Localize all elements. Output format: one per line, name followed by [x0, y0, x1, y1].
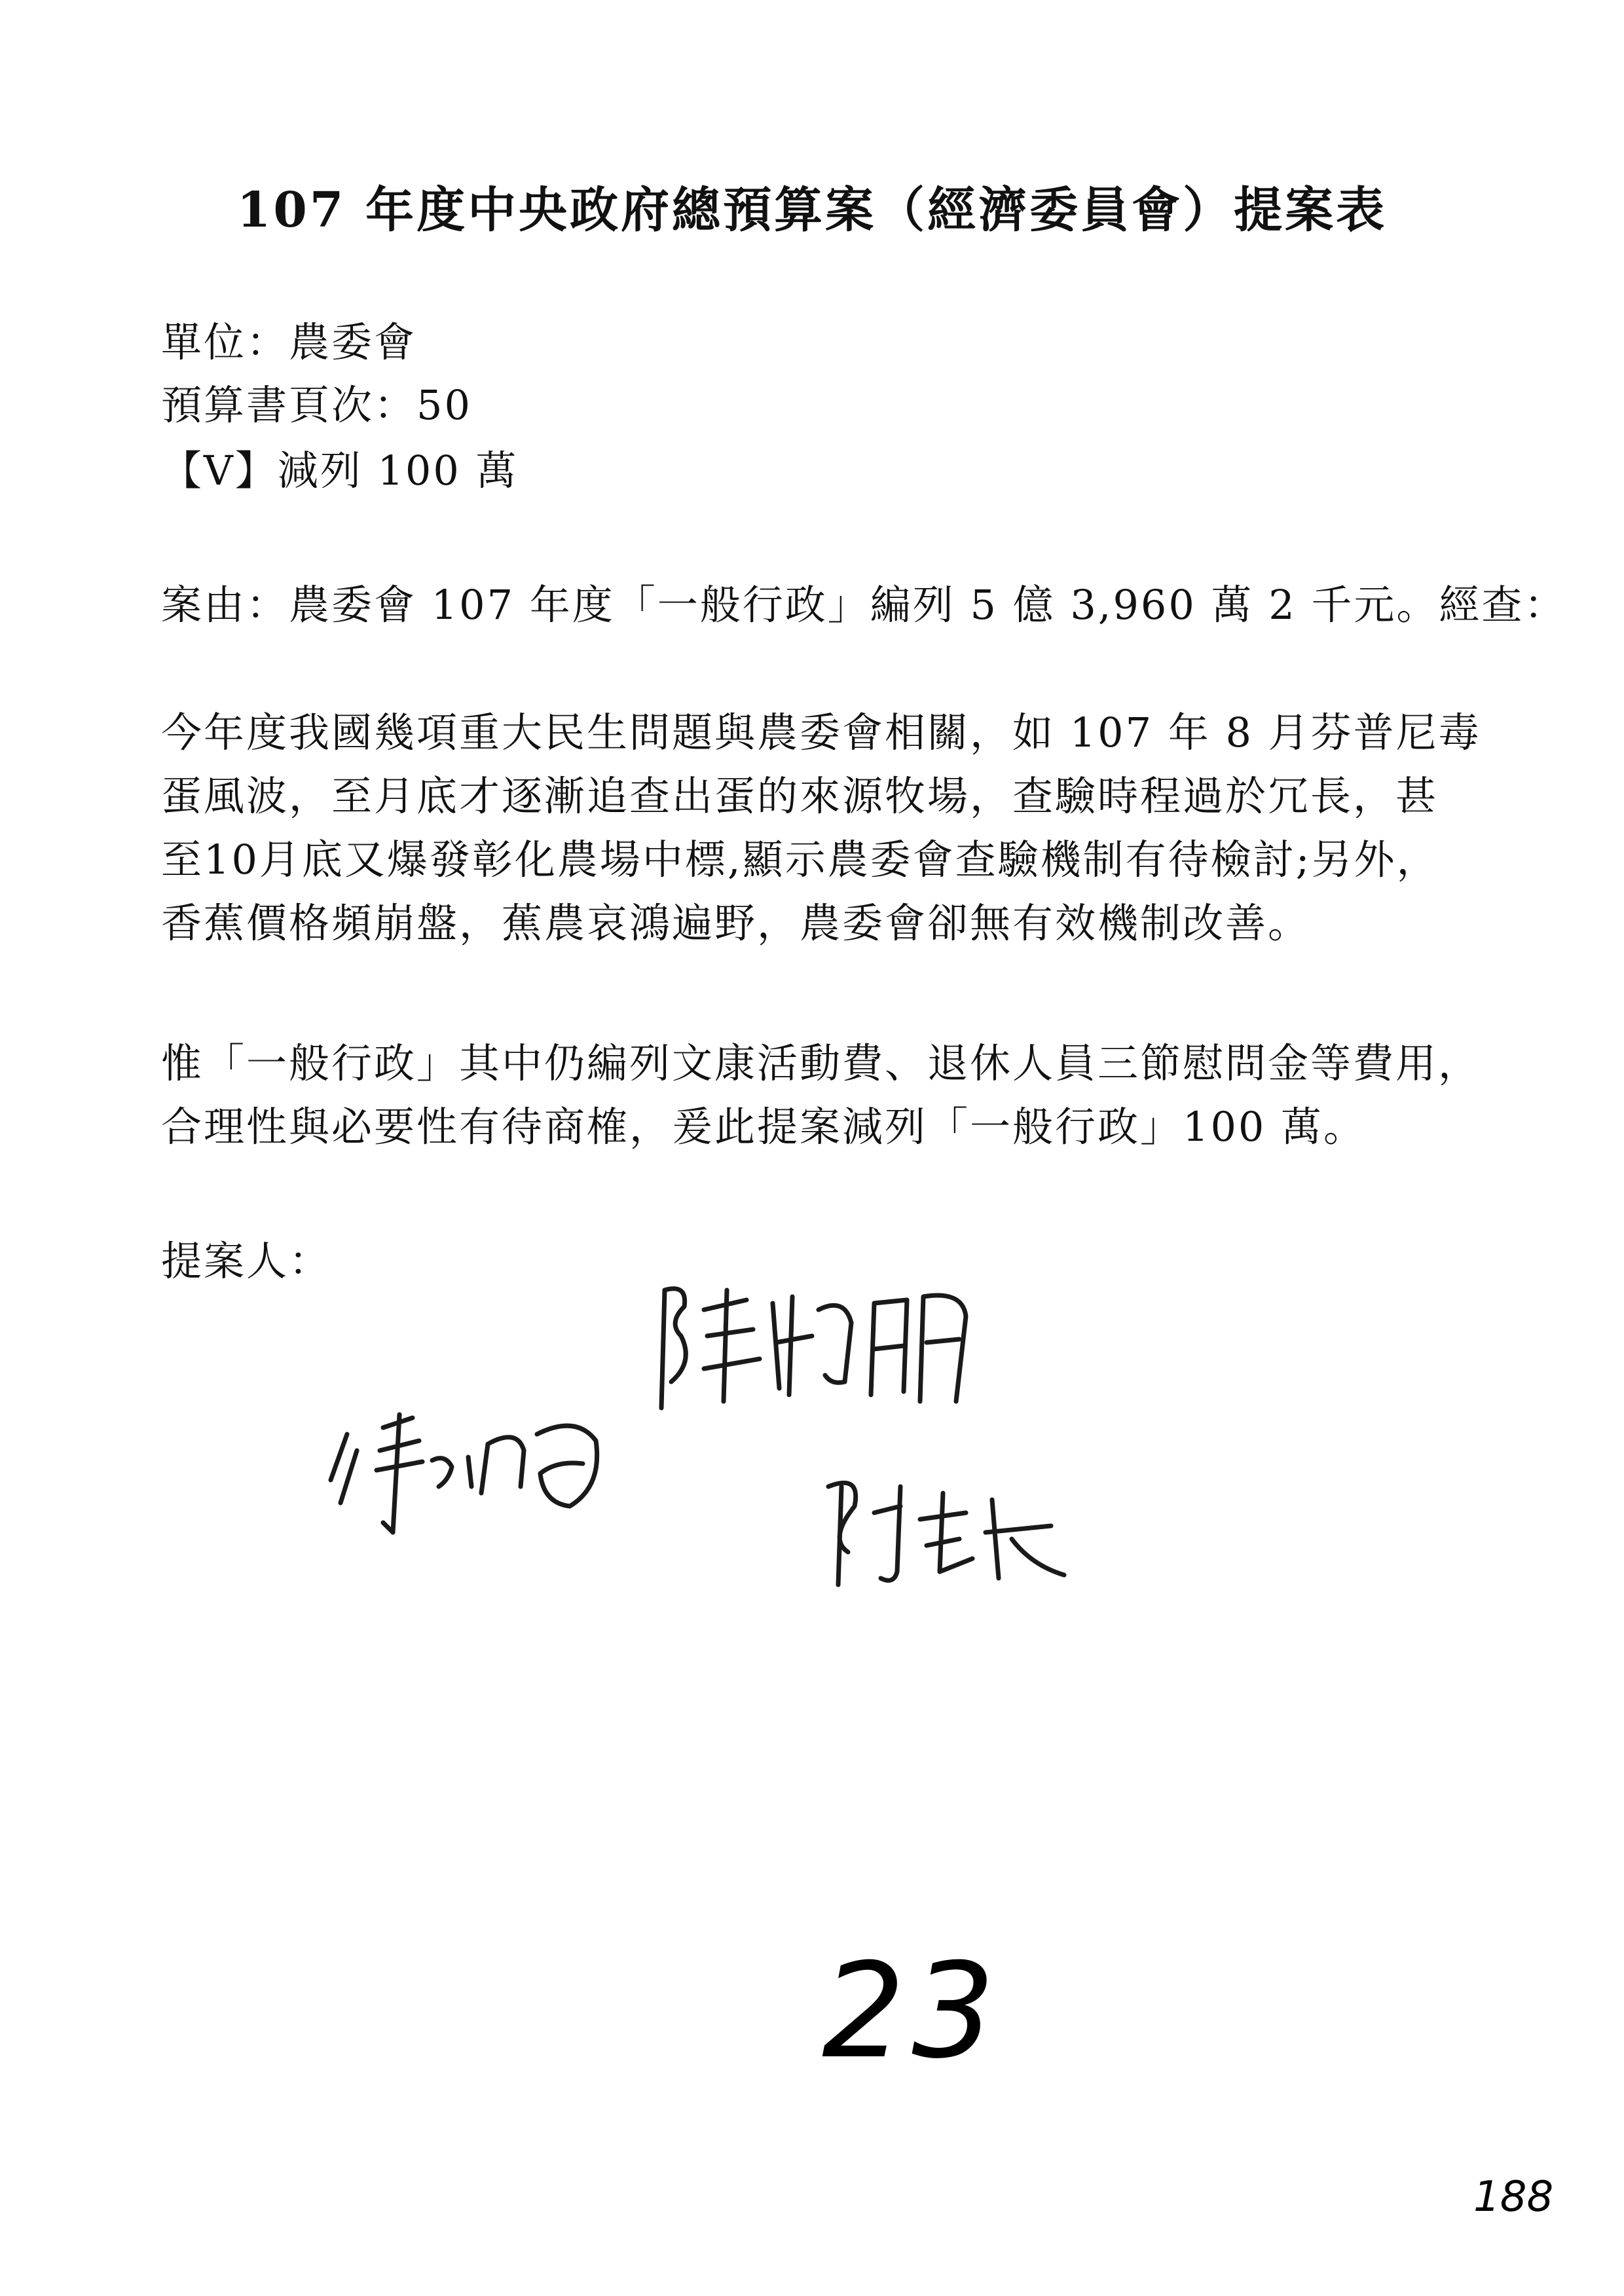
paragraph-1-line: 蛋風波，至月底才逐漸追查出蛋的來源牧場，查驗時程過於冗長，甚: [161, 772, 1439, 820]
signature-3: [802, 1460, 1077, 1604]
paragraph-1: [161, 701, 1481, 955]
proposer-label: 提案人：: [161, 1237, 332, 1285]
document-title: 107 年度中央政府總預算案（經濟委員會）提案表: [236, 182, 1388, 238]
paragraph-1-line: 香蕉價格頻崩盤，蕉農哀鴻遍野，農委會卻無有效機制改善。: [161, 899, 1311, 947]
reason-line: 案由：農委會 107 年度「一般行政」編列 5 億 3,960 萬 2 千元。經查：: [161, 581, 1567, 629]
handwritten-number: 23: [822, 1935, 1002, 2088]
signature-1: [321, 1388, 629, 1546]
paragraph-1-line: 今年度我國幾項重大民生問題與農委會相關，如 107 年 8 月芬普尼毒: [161, 709, 1481, 756]
signature-2: [648, 1270, 989, 1415]
paragraph-2-line: 惟「一般行政」其中仍編列文康活動費、退休人員三節慰問金等費用，: [161, 1039, 1481, 1087]
action-line: 【V】減列 100 萬: [161, 447, 519, 494]
paragraph-2: [161, 1031, 1481, 1158]
paragraph-1-line: 至10月底又爆發彰化農場中標,顯示農委會查驗機制有待檢討;另外，: [161, 836, 1439, 883]
budget-page-line: 預算書頁次：50: [161, 381, 472, 429]
paragraph-2-line: 合理性與必要性有待商榷，爰此提案減列「一般行政」100 萬。: [161, 1103, 1367, 1151]
page-number: 188: [1473, 2173, 1554, 2221]
unit-line: 單位：農委會: [161, 318, 417, 366]
